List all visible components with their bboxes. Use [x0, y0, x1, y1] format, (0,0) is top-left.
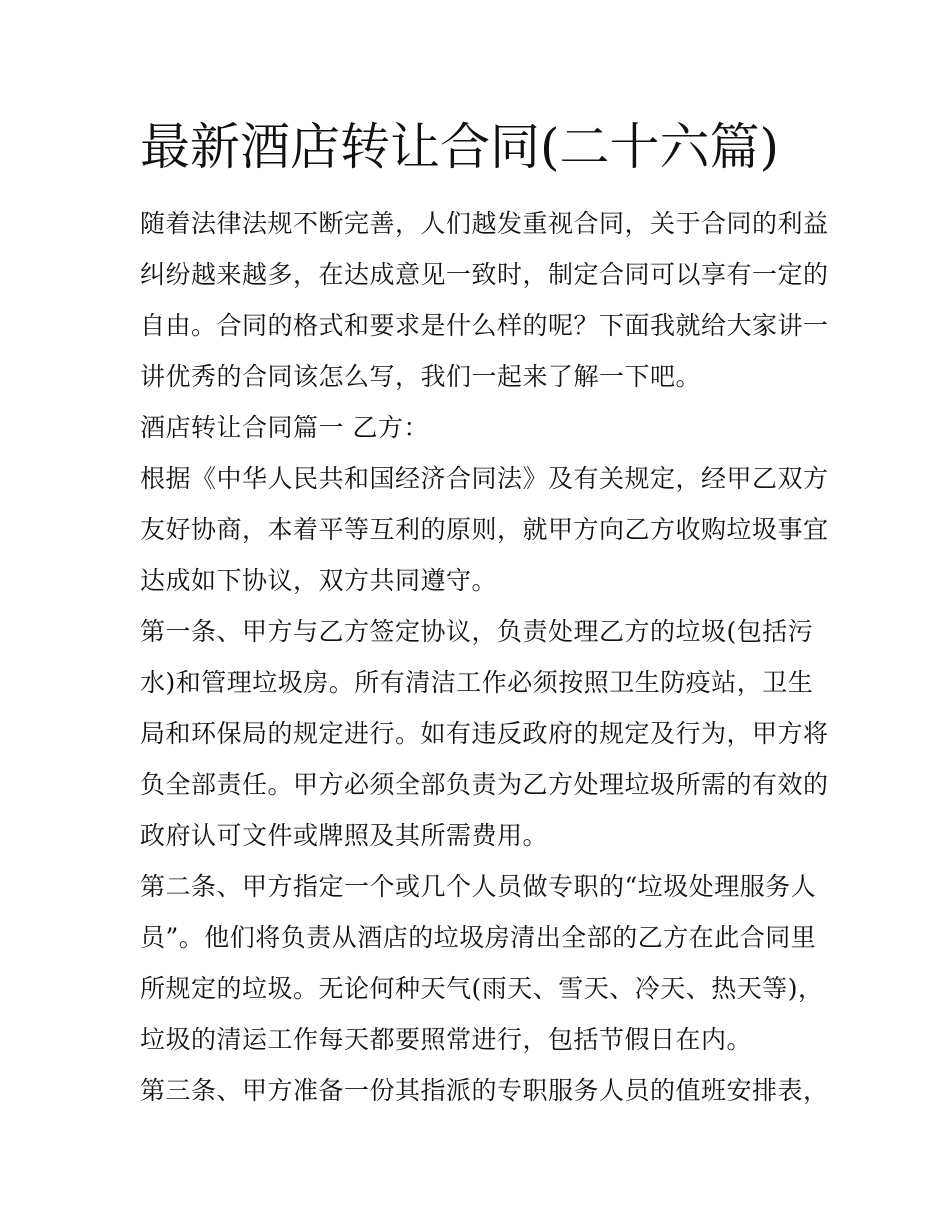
document-body: [140, 198, 829, 1116]
article-line: 第三条、甲方准备一份其指派的专职服务人员的值班安排表，: [140, 1076, 829, 1105]
body-line: 讲优秀的合同该怎么写，我们一起来了解一下吧。: [140, 362, 702, 391]
article-line: 员”。他们将负责从酒店的垃圾房清出全部的乙方在此合同里: [140, 923, 817, 952]
body-line: 达成如下协议，双方共同遵守。: [140, 566, 498, 595]
article-line: 水)和管理垃圾房。所有清洁工作必须按照卫生防疫站，卫生: [140, 668, 814, 697]
article-line: 局和环保局的规定进行。如有违反政府的规定及行为，甲方将: [140, 719, 829, 748]
article-line: 政府认可文件或牌照及其所需费用。: [140, 821, 549, 850]
section-heading: 酒店转让合同篇一 乙方：: [140, 413, 429, 442]
article-line: 第二条、甲方指定一个或几个人员做专职的“垃圾处理服务人: [140, 872, 817, 901]
document-title: 最新酒店转让合同(二十六篇): [140, 118, 780, 176]
article-line: 负全部责任。甲方必须全部负责为乙方处理垃圾所需的有效的: [140, 770, 829, 799]
article-line: 垃圾的清运工作每天都要照常进行，包括节假日在内。: [140, 1025, 753, 1054]
body-line: 随着法律法规不断完善，人们越发重视合同，关于合同的利益: [140, 209, 829, 238]
body-line: 根据《中华人民共和国经济合同法》及有关规定，经甲乙双方: [140, 464, 829, 493]
article-line: 第一条、甲方与乙方签定协议，负责处理乙方的垃圾(包括污: [140, 617, 814, 646]
body-line: 自由。合同的格式和要求是什么样的呢？下面我就给大家讲一: [140, 311, 829, 340]
body-line: 友好协商，本着平等互利的原则，就甲方向乙方收购垃圾事宜: [140, 515, 829, 544]
body-line: 纠纷越来越多，在达成意见一致时，制定合同可以享有一定的: [140, 260, 829, 289]
article-line: 所规定的垃圾。无论何种天气(雨天、雪天、冷天、热天等)，: [140, 974, 824, 1003]
